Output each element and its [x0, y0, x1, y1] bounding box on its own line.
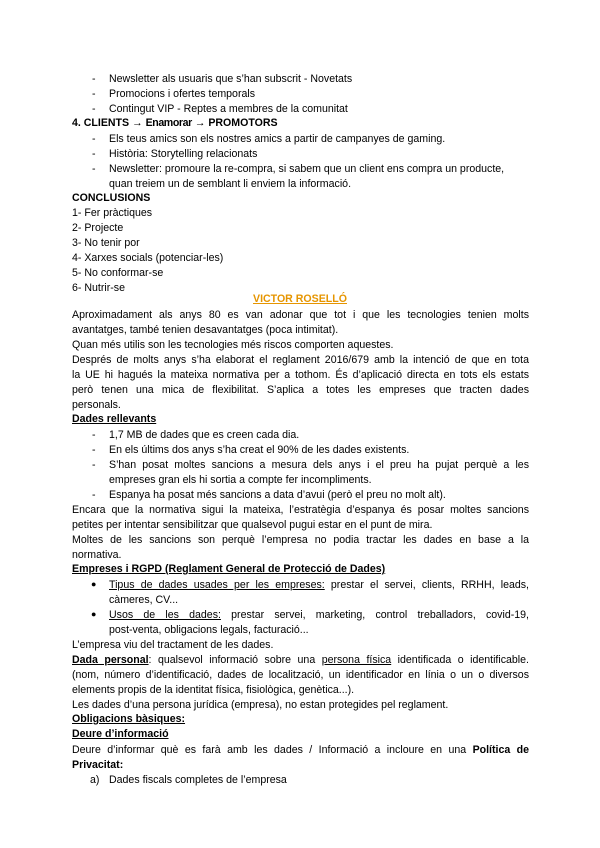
clients-bullet-newsletter-cont: quan treiem un de semblant li enviem la informació.	[109, 178, 352, 190]
bullet-contingut-vip: Contingut VIP - Reptes a membres de la comunitat	[109, 103, 348, 115]
dades-after-line: Moltes de les sancions son perquè l’empresa no podia tractar les dades en base a la	[72, 534, 529, 546]
dada-personal-line: elements propis de la identitat física, fisiològica, genètica...).	[72, 684, 355, 696]
dash-marker: -	[92, 133, 96, 145]
dash-marker: -	[92, 429, 96, 441]
bullet-dot: ●	[91, 609, 97, 619]
dades-bullet-cont: empreses gran els hi sortia a compte fer incompliments.	[109, 474, 372, 486]
conclusion-item: 4- Xarxes socials (potenciar-les)	[72, 252, 224, 264]
dash-marker: -	[92, 88, 96, 100]
deure-informacio-heading: Deure d’informació	[72, 728, 169, 740]
dash-marker: -	[92, 444, 96, 456]
intro-line: personals.	[72, 399, 121, 411]
dades-bullet: S’han posat moltes sancions a mesura dels anys i el preu ha pujat perquè a les	[109, 459, 529, 471]
dada-personal-line: (nom, número d’identificació, dades de localització, un identificador en línia o un o diversos	[72, 669, 529, 681]
intro-line: però tenen una mica de flexibilitat. S’aplica a totes les empreses que tracten dades	[72, 384, 529, 396]
clients-bullet-amics: Els teus amics son els nostres amics a partir de campanyes de gaming.	[109, 133, 446, 145]
dash-marker: -	[92, 103, 96, 115]
conclusions-heading: CONCLUSIONS	[72, 192, 151, 204]
dada-personal-line: Dada personal: qualsevol informació sobre una persona física identificada o identificable.	[72, 654, 529, 666]
dash-marker: -	[92, 73, 96, 85]
intro-line: la UE hi hagués la mateixa normativa per a tothom. És d’aplicació directa en tots els estats	[72, 369, 529, 381]
intro-line: avantatges, també tenien desavantatges (poca intimitat).	[72, 324, 339, 336]
rgpd-line: L’empresa viu del tractament de les dades.	[72, 639, 274, 651]
intro-line: Aproximadament als anys 80 es van adonar que tot i que les tecnologies tenien molts	[72, 309, 529, 321]
dash-marker: -	[92, 459, 96, 471]
clients-bullet-historia: Història: Storytelling relacionats	[109, 148, 258, 160]
section-title: VICTOR ROSELLÓ	[253, 293, 347, 305]
intro-line: Després de molts anys s’ha elaborat el reglament 2016/679 amb la intenció de que en tota	[72, 354, 529, 366]
conclusion-item: 5- No conformar-se	[72, 267, 164, 279]
rgpd-bullet-tipus-cont: càmeres, CV...	[109, 594, 179, 606]
dades-bullet: 1,7 MB de dades que es creen cada dia.	[109, 429, 300, 441]
dash-marker: -	[92, 489, 96, 501]
bullet-newsletter: Newsletter als usuaris que s’han subscrit - Novetats	[109, 73, 353, 85]
clients-heading: 4. CLIENTS → Enamorar → PROMOTORS	[72, 117, 278, 129]
conclusion-item: 6- Nutrir-se	[72, 282, 125, 294]
deure-informacio-line: Deure d’informar què es farà amb les dades / Informació a incloure en una Política de	[72, 744, 530, 756]
politica-privacitat: Privacitat:	[72, 759, 124, 771]
dades-after-line: petites per intentar sensibilitzar que qualsevol pugui estar en el punt de mira.	[72, 519, 433, 531]
dash-marker: -	[92, 148, 96, 160]
rgpd-bullet-usos: Usos de les dades: prestar servei, marketing, control treballadors, covid-19,	[109, 609, 529, 621]
obligacions-heading: Obligacions bàsiques:	[72, 713, 186, 725]
item-a-text: Dades fiscals completes de l’empresa	[109, 774, 287, 786]
dash-marker: -	[92, 163, 96, 175]
list-marker-a: a)	[90, 774, 100, 786]
bullet-promocions: Promocions i ofertes temporals	[109, 88, 256, 100]
dades-after-line: Encara que la normativa sigui la mateixa, l’estratègia d’espanya és posar moltes sancions	[72, 504, 529, 516]
conclusion-item: 1- Fer pràctiques	[72, 207, 153, 219]
bullet-dot: ●	[91, 579, 97, 589]
rgpd-heading: Empreses i RGPD (Reglament General de Protecció de Dades)	[72, 563, 386, 575]
rgpd-bullet-usos-cont: post-venta, obligacions legals, facturació...	[109, 624, 309, 636]
rgpd-bullet-tipus: Tipus de dades usades per les empreses: prestar el servei, clients, RRHH, leads,	[109, 579, 529, 591]
dades-bullet: Espanya ha posat més sancions a data d’avui (però el preu no molt alt).	[109, 489, 446, 501]
intro-line: Quan més utilis son les tecnologies més riscos comporten aquestes.	[72, 339, 394, 351]
dades-after-line: normativa.	[72, 549, 122, 561]
clients-bullet-newsletter: Newsletter: promoure la re-compra, si sabem que un client ens compra un producte,	[109, 163, 505, 175]
dades-bullet: En els últims dos anys s’ha creat el 90% de les dades existents.	[109, 444, 410, 456]
conclusion-item: 3- No tenir por	[72, 237, 140, 249]
dades-heading: Dades rellevants	[72, 413, 157, 425]
dada-personal-line: Les dades d’una persona jurídica (empresa), no estan protegides pel reglament.	[72, 699, 449, 711]
conclusion-item: 2- Projecte	[72, 222, 124, 234]
